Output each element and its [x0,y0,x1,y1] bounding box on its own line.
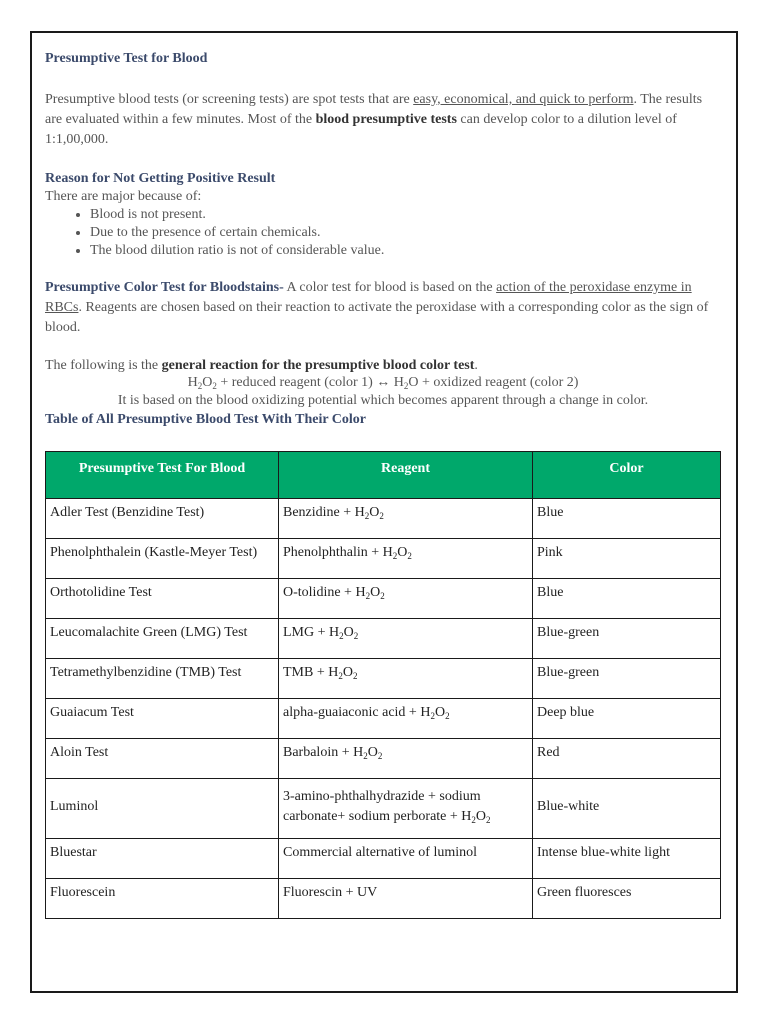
test-name: Fluorescein [50,884,116,900]
sub: 2 [407,550,412,561]
intro-text-3: can develop color to a dilution level of 1:1,00,000. [45,112,677,147]
test-cell [46,779,279,839]
color-cell [533,539,721,579]
sub: 2 [445,710,450,721]
color-test-text-2: . Reagents are chosen based on their reaction to activate the peroxidase with a corresponding color as the sign of blood. [45,300,709,335]
color-cell [533,779,721,839]
reagent-text [283,545,412,560]
table-row [46,879,721,919]
test-cell [46,839,279,879]
reagent-cell [279,699,533,739]
sub: 2 [377,750,383,761]
color-test-link[interactable]: action of the peroxidase enzyme in RBCs [45,280,692,315]
table-row [46,619,721,659]
table-row [46,659,721,699]
test-name: Guaiacum Test [50,704,134,720]
sub: 2 [379,510,384,521]
reaction-lead [45,357,721,375]
sub: 2 [363,750,368,761]
eq-part: H [187,375,198,390]
document-page [30,31,738,993]
color-cell [533,499,721,539]
list-item: • Blood is not present. [90,206,721,224]
sub: 2 [392,550,398,561]
reason-heading: Reason for Not Getting Positive Result [45,171,276,186]
column-header: Reagent [279,452,533,499]
color-cell [533,839,721,879]
test-cell [46,539,279,579]
table-row [46,779,721,839]
test-cell [46,879,279,919]
reagent-part: O [397,544,408,560]
reason-lead: There are major because of: [45,189,202,204]
sub: 2 [365,590,371,601]
reagent-part: O-tolidine + H [283,584,366,600]
column-header: Color [533,452,721,499]
reagent-cell [279,839,533,879]
table-row [46,699,721,739]
reagent-text [283,665,357,680]
intro-paragraph [45,90,721,150]
sub: 2 [486,814,491,825]
table-header-row [46,452,721,499]
test-cell [46,619,279,659]
eq-part: O [202,375,213,390]
table-row [46,739,721,779]
color-cell [533,699,721,739]
color-cell [533,879,721,919]
color-value: Blue [537,504,564,520]
test-name: Orthotolidine Test [50,584,152,600]
test-name: Adler Test (Benzidine Test) [50,504,205,520]
reaction-lead-end: . [474,358,478,373]
intro-link[interactable]: easy, economical, and quick to perform [413,92,634,107]
reaction-note: It is based on the blood oxidizing potential which becomes apparent through a change in color. [117,393,649,408]
reagent-cell [279,579,533,619]
sub: 2 [364,510,370,521]
eq-sub: 2 [197,381,203,391]
reagent-text: Commercial alternative of luminol [283,844,477,860]
reagent-part: carbonate+ sodium perborate + H [283,808,472,824]
reagent-part: TMB + H [283,664,339,680]
reagent-part: O [342,664,353,680]
sub: 2 [471,814,476,825]
reason-list-wrapper [45,206,721,260]
reagent-part: O [367,744,378,760]
test-name: Luminol [50,798,99,814]
reagent-part: Phenolphthalin + H [283,544,393,560]
color-cell [533,579,721,619]
reagent-part: O [343,624,354,640]
reagent-cell [279,539,533,579]
table-row [46,539,721,579]
reason-list [45,206,721,260]
reaction-lead-bold: general reaction for the presumptive blood color test [161,358,475,373]
reagent-cell [279,739,533,779]
reagent-cell [279,659,533,699]
color-test-bold: Presumptive Color Test for Bloodstains- [45,280,284,295]
column-header: Presumptive Test For Blood [46,452,279,499]
reagent-part: LMG + H [283,624,340,640]
eq-sub: 2 [403,381,409,391]
presumptive-tests-table [45,451,721,919]
test-name: Bluestar [50,844,97,860]
test-cell [46,699,279,739]
reagent-part: O [434,704,446,720]
color-value: Blue-white [537,798,600,814]
reagent-text [283,745,382,760]
list-item: • The blood dilution ratio is not of considerable value. [90,242,721,260]
reagent-text [283,705,450,720]
color-value: Intense blue-white light [537,844,670,860]
color-value: Blue-green [537,624,600,640]
color-cell [533,739,721,779]
color-value: Deep blue [537,704,595,720]
intro-bold: blood presumptive tests [315,112,457,127]
eq-part: + reduced reagent (color 1) ↔ H [216,375,404,390]
reagent-cell [279,499,533,539]
color-value: Blue [537,584,564,600]
sub: 2 [339,630,344,641]
sub: 2 [430,710,435,721]
sub: 2 [380,590,385,601]
reagent-cell [279,779,533,839]
reagent-text [283,789,491,824]
color-value: Pink [537,544,563,560]
intro-text-2: . The results are evaluated within a few minutes. Most of the [45,92,703,127]
test-name: Aloin Test [50,744,109,760]
test-name: Leucomalachite Green (LMG) Test [50,624,248,640]
reagent-cell [279,879,533,919]
color-value: Blue-green [537,664,600,680]
reagent-text [283,625,358,640]
color-test-text: A color test for blood is based on the [283,280,497,295]
sub: 2 [353,630,359,641]
table-row [46,839,721,879]
page-title: Presumptive Test for Blood [45,51,208,66]
list-item: • Due to the presence of certain chemicals. [90,224,721,242]
intro-text: Presumptive blood tests (or screening tests) are spot tests that are [45,92,414,107]
reagent-part: Barbaloin + H [283,744,364,760]
test-cell [46,579,279,619]
reagent-part: O [370,584,381,600]
table-row [46,579,721,619]
eq-part: O + oxidized reagent (color 2) [408,375,579,390]
table-heading: Table of All Presumptive Blood Test With Their Color [45,412,367,427]
sub: 2 [338,670,343,681]
color-test-paragraph [45,278,721,338]
color-cell [533,659,721,699]
reaction-equation [45,374,721,392]
table-row [46,499,721,539]
sub: 2 [352,670,358,681]
test-name: Phenolphthalein (Kastle-Meyer Test) [50,544,258,560]
reagent-part: 3-amino-phthalhydrazide + sodium [283,788,481,804]
eq-sub: 2 [212,381,217,391]
reagent-text: Fluorescin + UV [283,884,378,900]
reagent-part: alpha-guaiaconic acid + H [283,704,431,720]
color-cell [533,619,721,659]
reagent-part: O [475,808,487,824]
test-cell [46,739,279,779]
reagent-text [283,585,385,600]
reagent-part: Benzidine + H [283,504,365,520]
color-value: Green fluoresces [537,884,632,900]
reaction-lead-text: The following is the [45,358,162,373]
reagent-text [283,505,384,520]
reagent-part: O [369,504,380,520]
test-cell [46,659,279,699]
test-cell [46,499,279,539]
test-name: Tetramethylbenzidine (TMB) Test [50,664,242,680]
reagent-cell [279,619,533,659]
color-value: Red [537,744,560,760]
